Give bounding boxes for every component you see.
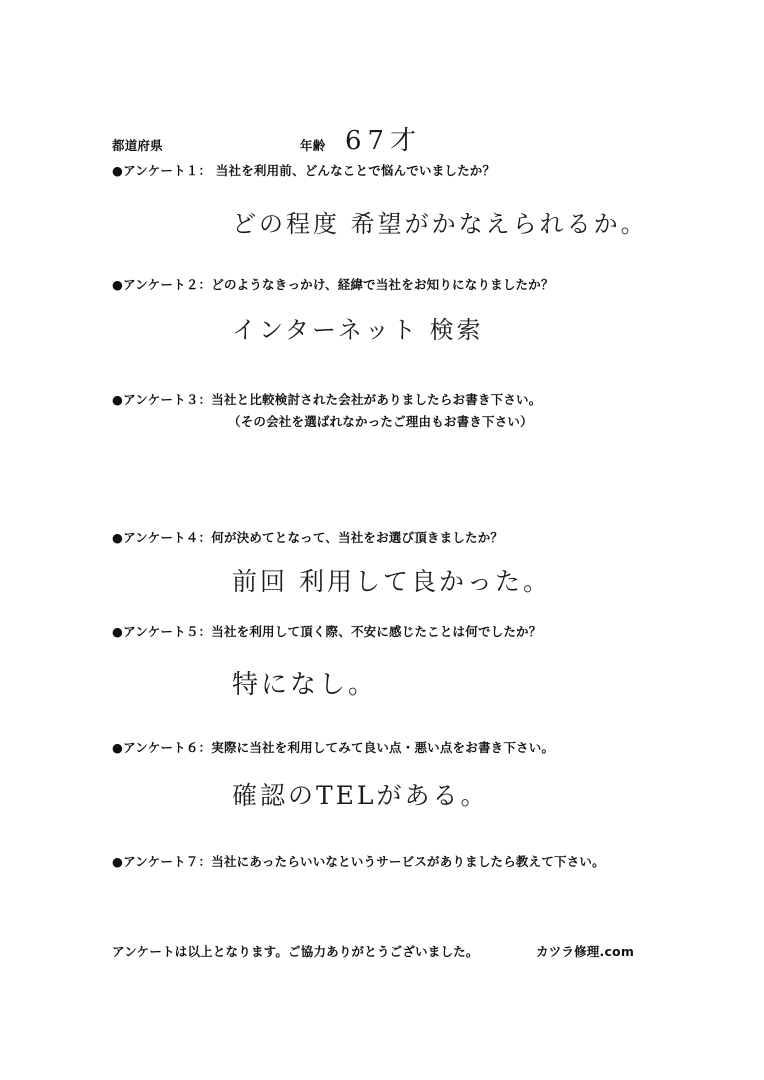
question-5-label: ●アンケート５：当社を利用して頂く際、不安に感じたことは何でしたか？ — [112, 624, 542, 639]
question-6-label: ●アンケート６：実際に当社を利用してみて良い点・悪い点をお書き下さい。 — [112, 740, 555, 755]
closing-message: アンケートは以上となります。ご協力ありがとうございました。 — [112, 944, 479, 959]
question-4-label: ●アンケート４：何が決めてとなって、当社をお選び頂きましたか？ — [112, 530, 504, 545]
question-1-label: ●アンケート１： 当社を利用前、どんなことで悩んでいましたか？ — [112, 163, 496, 178]
question-3-label: ●アンケート３：当社と比較検討された会社がありましたらお書き下さい。 — [112, 392, 542, 407]
age-value-handwritten: 67才 — [345, 126, 423, 156]
prefecture-label: 都道府県 — [112, 138, 163, 153]
question-1-answer: どの程度 希望がかなえられるか。 — [232, 210, 648, 238]
question-2-answer: インターネット 検索 — [232, 316, 484, 344]
question-7-label: ●アンケート７：当社にあったらいいなというサービスがありましたら教えて下さい。 — [112, 854, 605, 869]
age-label: 年齢 — [300, 138, 326, 153]
site-name: カツラ修理.com — [536, 944, 635, 959]
question-5-answer: 特になし。 — [232, 670, 378, 700]
question-2-label: ●アンケート２：どのようなきっかけ、経緯で当社をお知りになりましたか？ — [112, 277, 554, 292]
question-3-note: （その会社を選ばれなかったご理由もお書き下さい） — [228, 414, 533, 429]
question-6-answer: 確認のTELがある。 — [232, 781, 489, 810]
question-4-answer: 前回 利用して良かった。 — [232, 567, 551, 596]
